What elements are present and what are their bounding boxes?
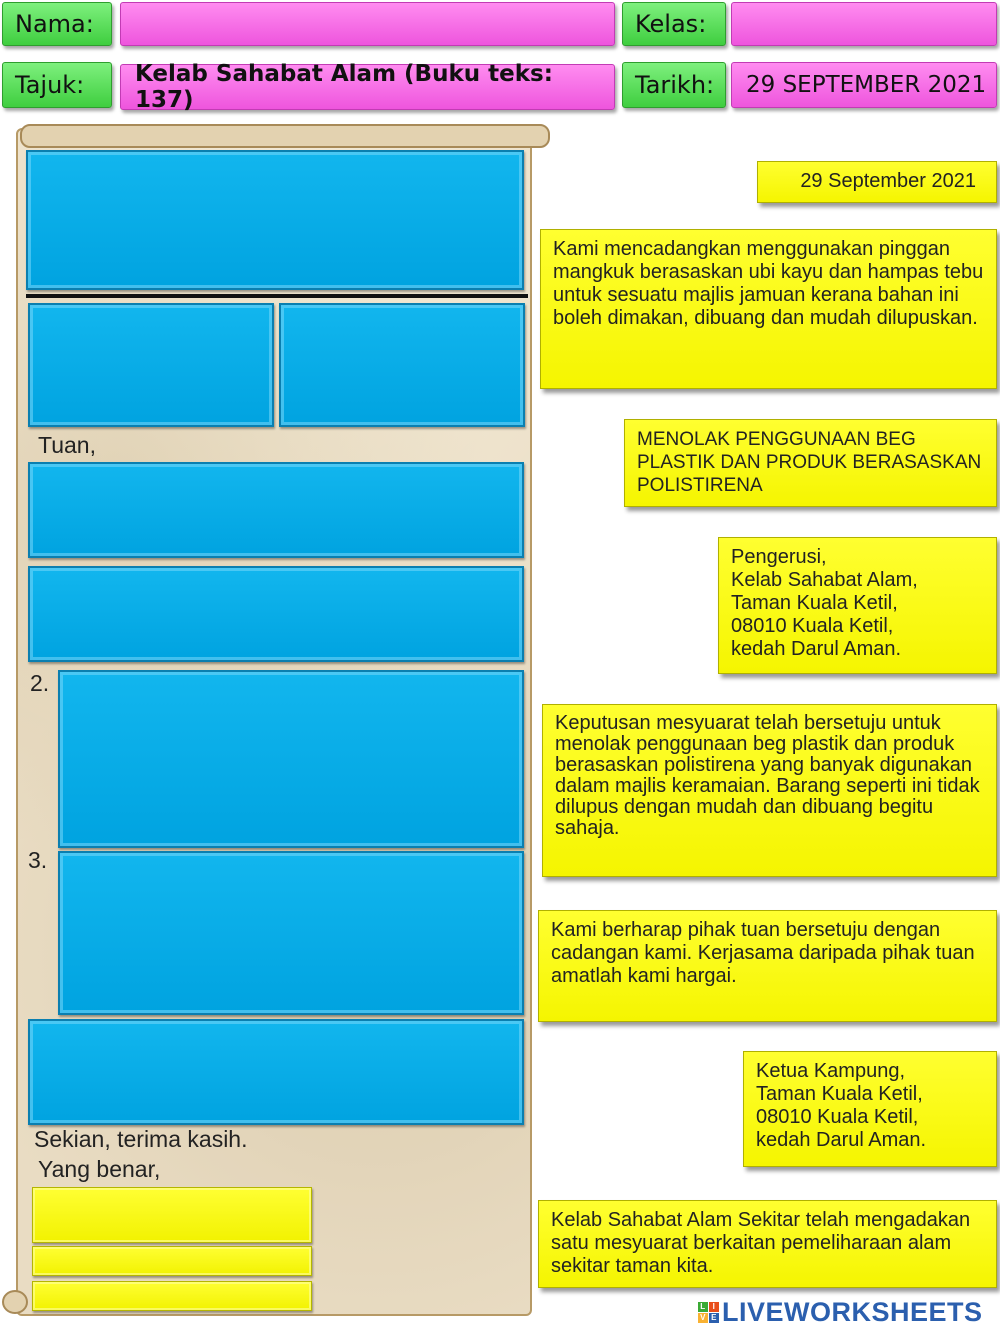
card-paragraph-hope[interactable]: Kami berharap pihak tuan bersetuju dengan cadangan kami. Kerjasama daripada pihak tuan amatlah kami hargai. — [538, 910, 997, 1022]
liveworksheets-logo-text: LIVEWORKSHEETS — [722, 1296, 983, 1327]
letter-divider — [26, 294, 528, 298]
card-paragraph-decision[interactable]: Keputusan mesyuarat telah bersetuju untuk menolak penggunaan beg plastik dan produk berasaskan polistirena yang banyak digunakan dalam majlis keramaian. Barang seperti ini tidak dilupus dengan mudah dan dibuang begitu sahaja. — [542, 704, 997, 877]
scroll-bottom-curl — [2, 1290, 28, 1314]
signature-slot-2[interactable] — [32, 1246, 312, 1276]
tajuk-field — [120, 61, 615, 113]
tarikh-label — [622, 62, 726, 108]
liveworksheets-logo — [698, 1296, 996, 1328]
tajuk-label-text: Tajuk: — [15, 71, 85, 99]
kelas-label — [622, 2, 726, 46]
signoff-text: Yang benar, — [38, 1156, 161, 1182]
card-paragraph-proposal[interactable]: Kami mencadangkan menggunakan pinggan mangkuk berasaskan ubi kayu dan hampas tebu untuk sesuatu majlis jamuan kerana bahan ini boleh dimakan, dibuang dan mudah dilupuskan. — [540, 229, 997, 389]
closing-text: Sekian, terima kasih. — [34, 1126, 248, 1152]
drop-zone-recipient-address[interactable] — [28, 303, 274, 427]
nama-input[interactable] — [120, 2, 615, 46]
salutation: Tuan, — [38, 432, 96, 458]
nama-label — [2, 2, 112, 46]
tarikh-value: 29 SEPTEMBER 2021 — [746, 72, 987, 98]
nama-label-text: Nama: — [15, 10, 94, 38]
tajuk-value: Kelab Sahabat Alam (Buku teks: 137) — [135, 61, 553, 113]
scroll-top-roll — [20, 124, 550, 148]
drop-zone-closing-paragraph[interactable] — [28, 1019, 524, 1125]
drop-zone-paragraph-2[interactable] — [58, 670, 524, 848]
drop-zone-title[interactable] — [28, 462, 524, 558]
kelas-input[interactable] — [731, 2, 997, 46]
liveworksheets-logo-icon: L I V E — [698, 1302, 719, 1323]
card-paragraph-meeting[interactable]: Kelab Sahabat Alam Sekitar telah mengadakan satu mesyuarat berkaitan pemeliharaan alam sekitar taman kita. — [538, 1200, 997, 1288]
drop-zone-paragraph-1[interactable] — [28, 566, 524, 662]
kelas-label-text: Kelas: — [635, 10, 707, 38]
paragraph-2-number: 2. — [30, 670, 50, 696]
card-date[interactable]: 29 September 2021 — [757, 161, 997, 203]
card-recipient-address[interactable]: Ketua Kampung, Taman Kuala Ketil, 08010 Kuala Ketil, kedah Darul Aman. — [743, 1051, 997, 1167]
tajuk-label — [2, 62, 112, 108]
paragraph-3-number: 3. — [28, 847, 48, 873]
drop-zone-paragraph-3[interactable] — [58, 851, 524, 1015]
card-title[interactable]: MENOLAK PENGGUNAAN BEG PLASTIK DAN PRODUK BERASASKAN POLISTIRENA — [624, 419, 997, 507]
drop-zone-sender-address[interactable] — [26, 150, 524, 290]
drop-zone-date[interactable] — [279, 303, 525, 427]
tarikh-label-text: Tarikh: — [635, 71, 715, 99]
card-sender-address[interactable]: Pengerusi, Kelab Sahabat Alam, Taman Kuala Ketil, 08010 Kuala Ketil, kedah Darul Aman. — [718, 537, 997, 674]
signature-slot-1[interactable] — [32, 1187, 312, 1243]
signature-slot-3[interactable] — [32, 1281, 312, 1311]
tarikh-field — [731, 62, 997, 108]
